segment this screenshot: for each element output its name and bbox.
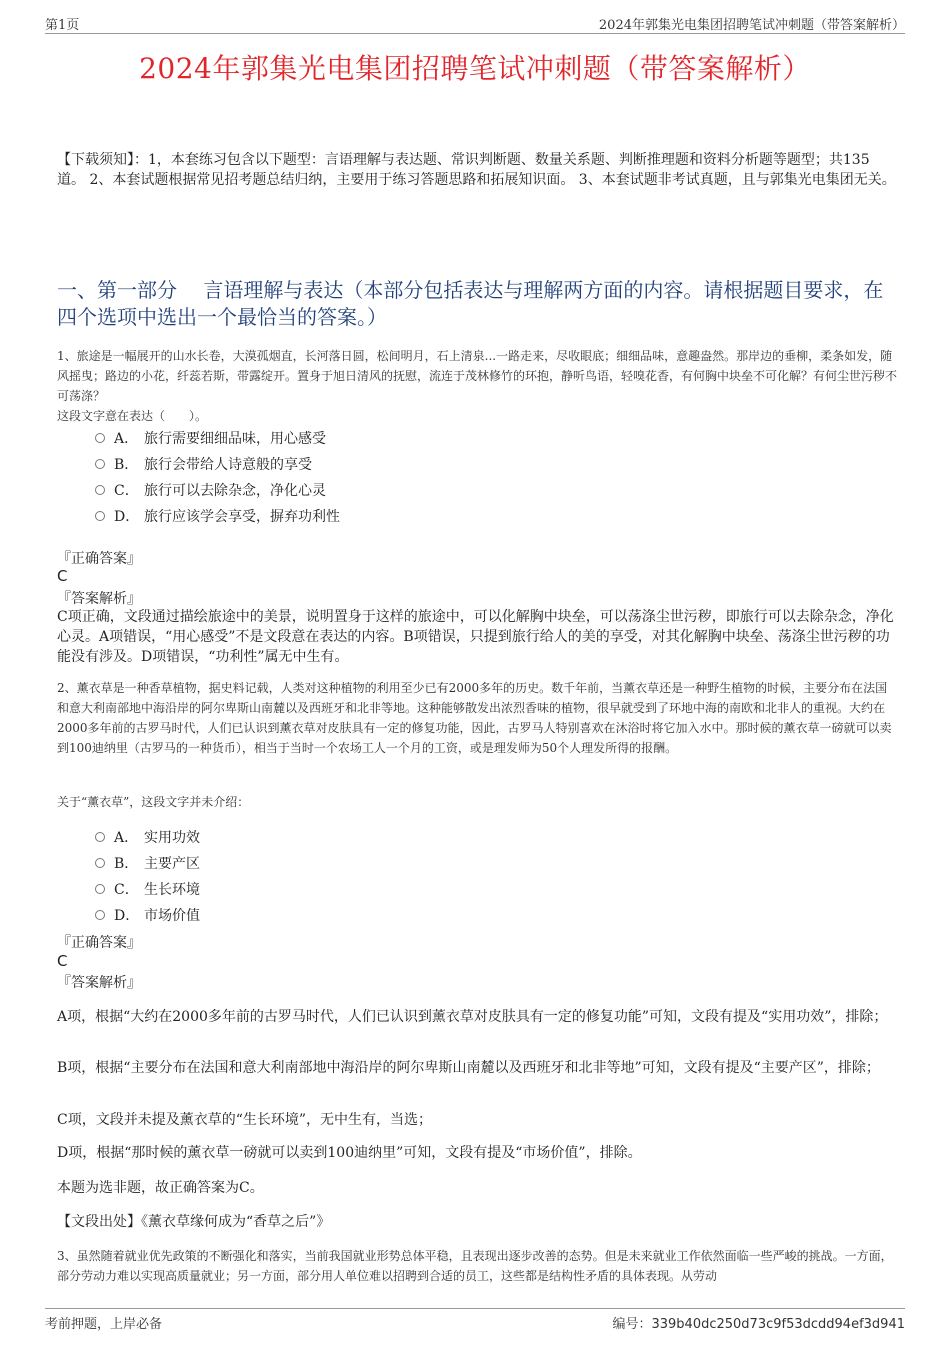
question-2-answer-label: 『正确答案』 [57,935,141,951]
question-2-option-b[interactable]: B． 主要产区 [95,854,200,874]
question-1-option-c[interactable]: C． 旅行可以去除杂念，净化心灵 [95,481,326,501]
radio-icon[interactable] [95,485,105,495]
footer-code-value: 339b40dc250d73c9f53dcdd94ef3d941 [651,1317,905,1332]
question-2-option-a[interactable]: A． 实用功效 [95,828,200,848]
header-divider [45,33,905,34]
question-1-stem: 这段文字意在表达（ ）。 [57,409,208,423]
question-1-option-a[interactable]: A． 旅行需要细细品味，用心感受 [95,429,326,449]
document-title: 2024年郭集光电集团招聘笔试冲刺题（带答案解析） [139,52,811,85]
radio-icon[interactable] [95,858,105,868]
radio-icon[interactable] [95,459,105,469]
radio-icon[interactable] [95,832,105,842]
radio-icon[interactable] [95,910,105,920]
question-2-analysis-d: D项，根据“那时候的薰衣草一磅就可以卖到100迪纳里”可知，文段有提及“市场价值”，排除。 [57,1145,642,1161]
question-1-analysis-label: 『答案解析』 [57,591,141,607]
question-2-stem: 关于“薰衣草”，这段文字并未介绍： [57,795,250,809]
question-2-option-d[interactable]: D． 市场价值 [95,906,200,926]
footer-divider [45,1308,905,1309]
question-1-text: 1、旅途是一幅展开的山水长卷，大漠孤烟直，长河落日圆，松间明月，石上清泉...一路走来，尽收眼底；细细品味，意趣盎然。那岸边的垂柳，柔条如发，随风摇曳；路边的小花，纤蕊若斯，带露绽开。置身于旭日清风的抚慰，流连于茂林修竹的环抱，静听鸟语，轻嗅花香，有何胸中块垒不可化解？有何尘世污秽不可荡涤？ [57,349,898,403]
footer-slogan: 考前押题，上岸必备 [45,1317,163,1332]
question-2-analysis-b: B项，根据“主要分布在法国和意大利南部地中海沿岸的阿尔卑斯山南麓以及西班牙和北非等地”可知，文段有提及“主要产区”，排除； [57,1060,880,1076]
question-2-conclusion: 本题为选非题，故正确答案为C。 [57,1180,264,1196]
question-2-analysis-a: A项，根据“大约在2000多年前的古罗马时代，人们已认识到薰衣草对皮肤具有一定的修复功能”可知，文段有提及“实用功效”，排除； [57,1009,888,1025]
header-doc-title: 2024年郭集光电集团招聘笔试冲刺题（带答案解析） [598,18,905,33]
question-2-analysis-label: 『答案解析』 [57,975,141,991]
question-1-analysis: C项正确，文段通过描绘旅途中的美景，说明置身于这样的旅途中，可以化解胸中块垒，可以荡涤尘世污秽，即旅行可以去除杂念，净化心灵。A项错误，“用心感受”不是文段意在表达的内容。B项错误，只提到旅行给人的美的享受，对其化解胸中块垒、荡涤尘世污秽的功能没有涉及。D项错误，“功利性”属无中生有。 [57,609,894,665]
question-1-answer: C [57,567,68,585]
footer-code-label: 编号： [612,1317,652,1332]
question-2-analysis-c: C项，文段并未提及薰衣草的“生长环境”，无中生有，当选； [57,1112,433,1128]
question-1-answer-label: 『正确答案』 [57,551,141,567]
page-number: 第1页 [45,18,80,33]
question-1-option-b[interactable]: B． 旅行会带给人诗意般的享受 [95,455,312,475]
question-1-option-d[interactable]: D． 旅行应该学会享受，摒弃功利性 [95,507,340,527]
question-2-option-c[interactable]: C． 生长环境 [95,880,200,900]
section-heading: 一、第一部分 言语理解与表达（本部分包括表达与理解两方面的内容。请根据题目要求，在四个选项中选出一个最恰当的答案。） [57,278,884,329]
download-notice: 【下载须知】：1，本套练习包含以下题型：言语理解与表达题、常识判断题、数量关系题、判断推理题和资料分析题等题型；共135道。 2、本套试题根据常见招考题总结归纳，主要用于练习答题思路和拓展知识面。 3、本套试题非考试真题，且与郭集光电集团无关。 [57,152,896,188]
question-2-source: 【文段出处】《薰衣草缘何成为“香草之后”》 [57,1214,331,1230]
question-2-text: 2、薰衣草是一种香草植物，据史料记载，人类对这种植物的利用至少已有2000多年的历史。数千年前，当薰衣草还是一种野生植物的时候，主要分布在法国和意大利南部地中海沿岸的阿尔卑斯山南麓以及西班牙和北非等地。这种能够散发出浓烈香味的植物，很早就受到了环地中海的南欧和北非人的重视。大约在2000多年前的古罗马时代，人们已认识到薰衣草对皮肤具有一定的修复功能，因此，古罗马人特别喜欢在沐浴时将它加入水中。那时候的薰衣草一磅就可以卖到100迪纳里（古罗马的一种货币），相当于当时一个农场工人一个月的工资，或是理发师为50个人理发所得的报酬。 [57,681,892,755]
footer-code [612,1313,905,1332]
question-3-text: 3、虽然随着就业优先政策的不断强化和落实，当前我国就业形势总体平稳，且表现出逐步改善的态势。但是未来就业工作依然面临一些严峻的挑战。一方面，部分劳动力难以实现高质量就业；另一方面，部分用人单位难以招聘到合适的员工，这些都是结构性矛盾的具体表现。从劳动 [57,1249,893,1283]
question-2-answer: C [57,952,68,970]
radio-icon[interactable] [95,511,105,521]
radio-icon[interactable] [95,884,105,894]
radio-icon[interactable] [95,433,105,443]
